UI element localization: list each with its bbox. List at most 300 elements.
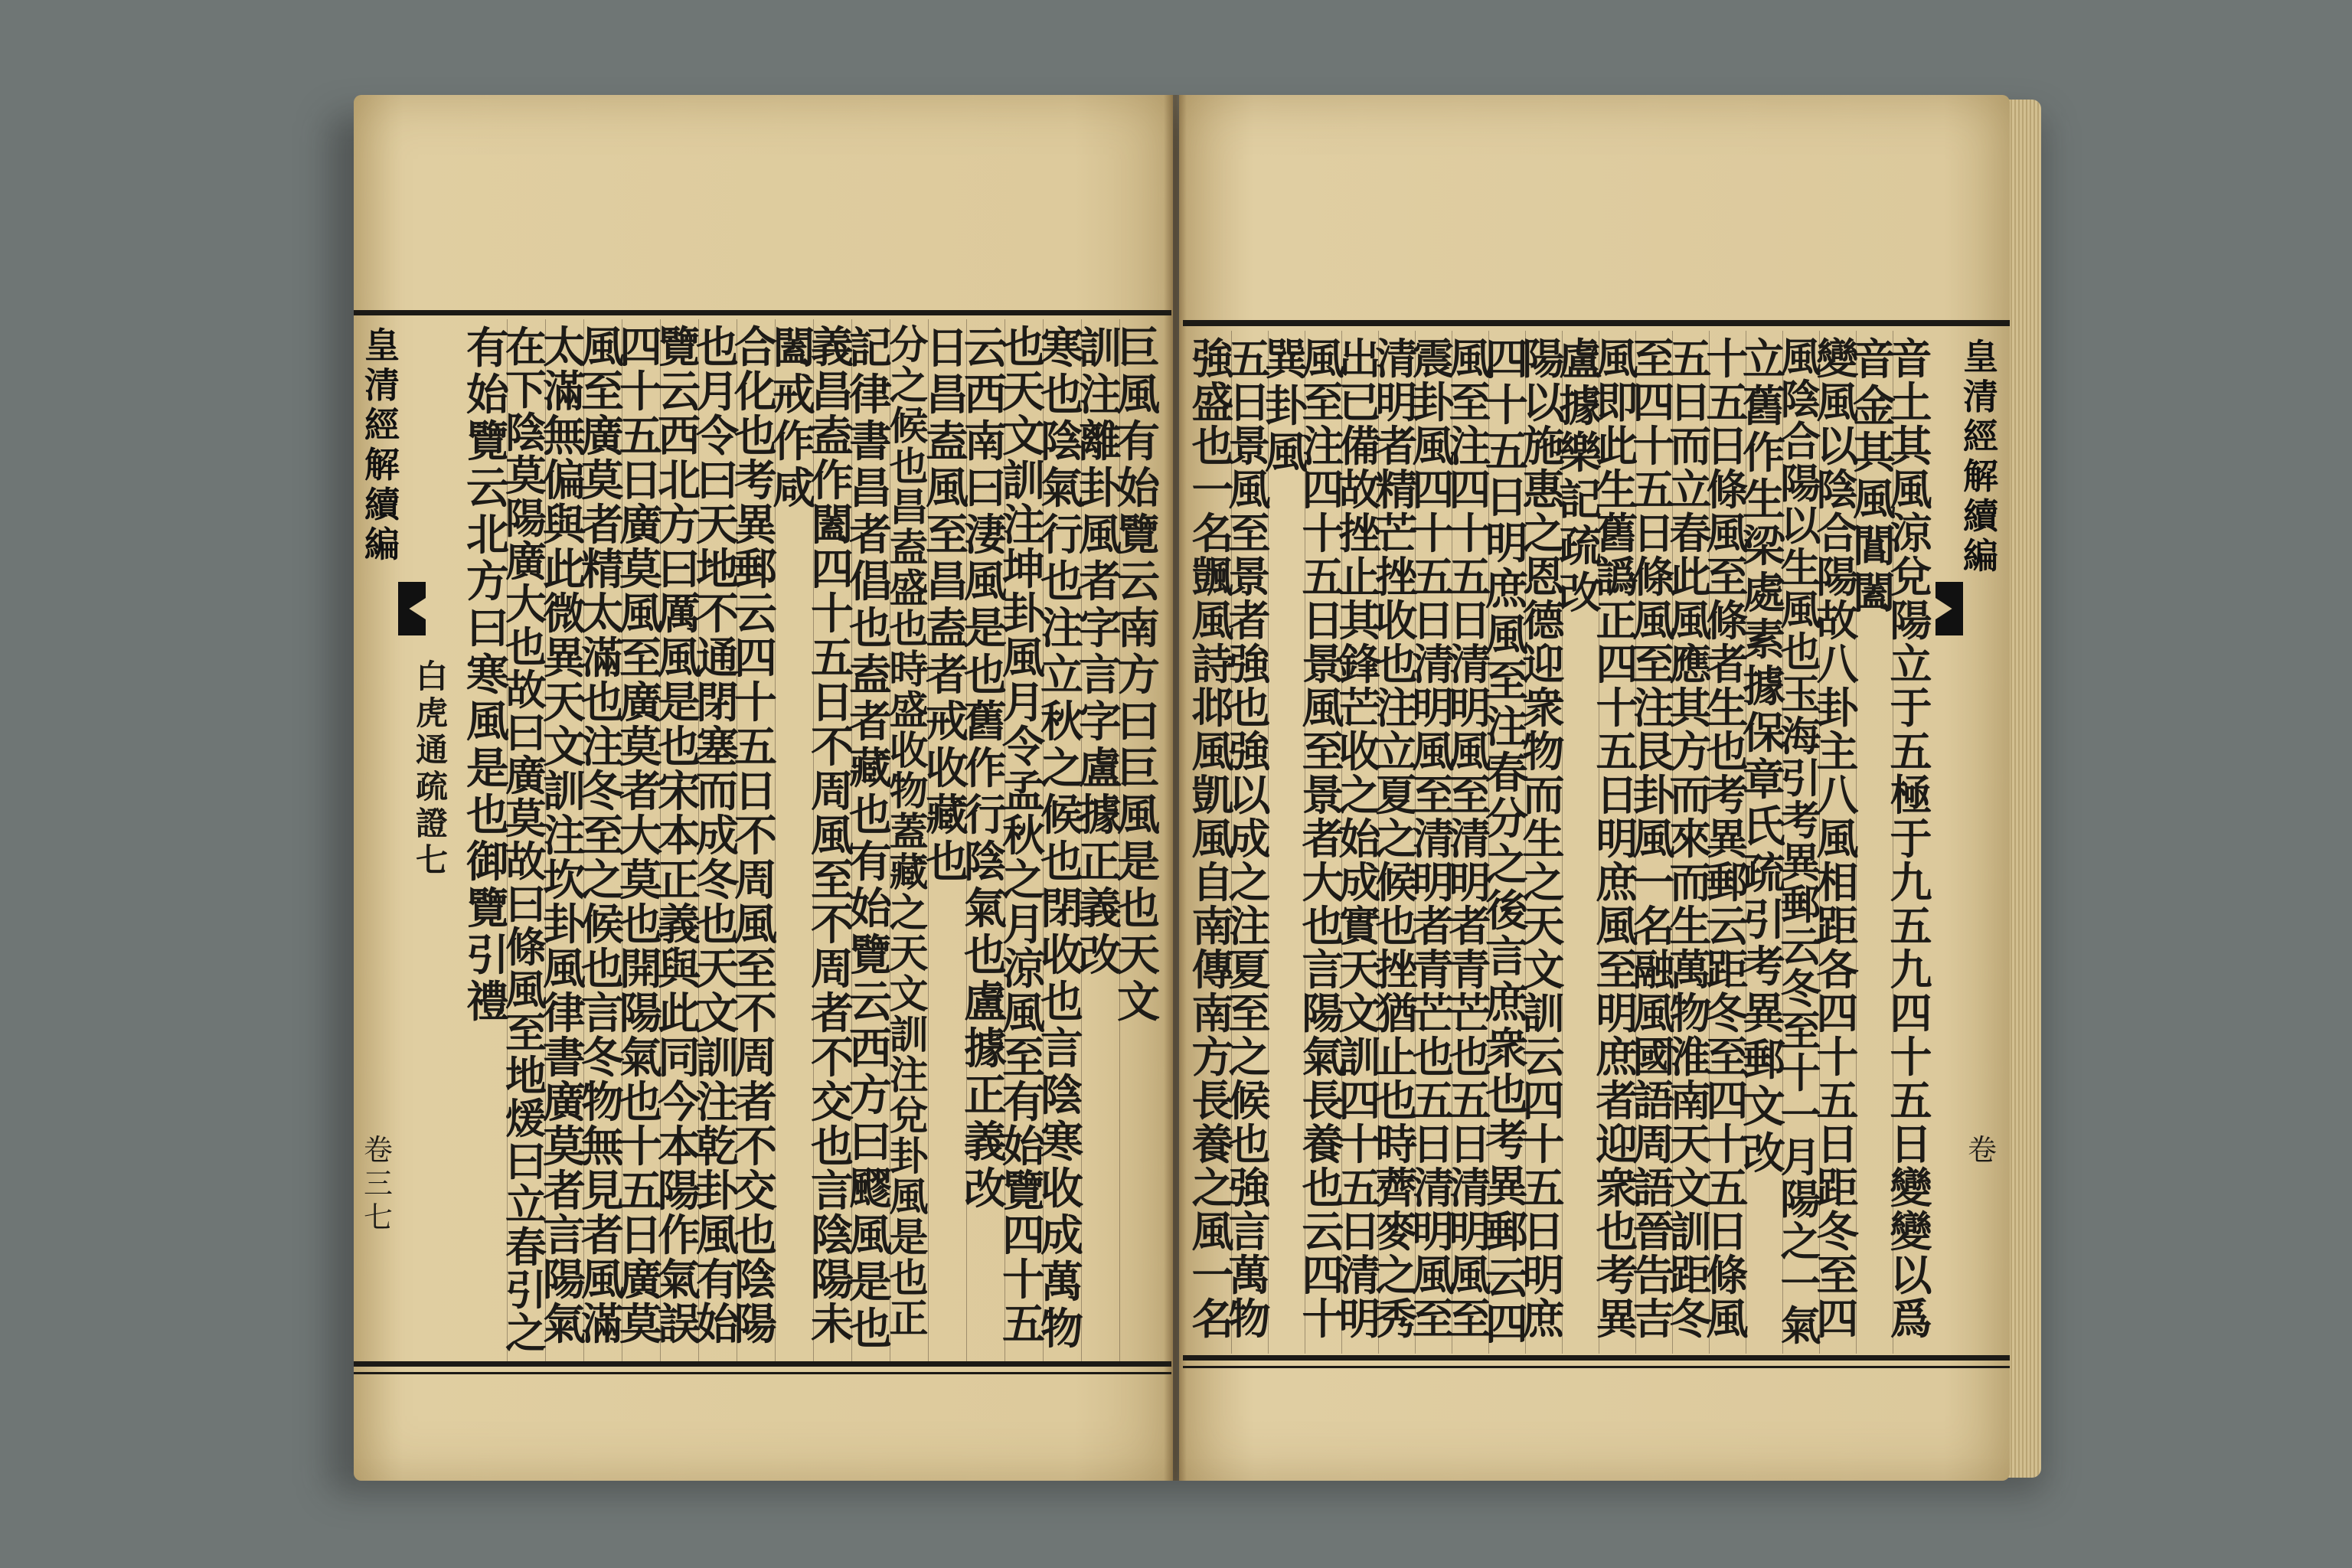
text-char: 至: [1780, 1008, 1821, 1055]
text-char: 盛: [889, 688, 929, 733]
text-char: 考: [1485, 1116, 1528, 1166]
text-char: 卦: [1079, 463, 1122, 514]
text-char: 盛: [889, 566, 929, 612]
text-char: 莫: [581, 456, 624, 506]
text-char: 芒: [1338, 683, 1381, 733]
text-char: 引: [466, 930, 509, 981]
text-char: 始: [696, 1299, 739, 1350]
text-char: 距: [1706, 945, 1749, 995]
text-char: 變: [1890, 1207, 1932, 1256]
text-char: 以: [1890, 1250, 1932, 1300]
text-char: 陰: [505, 408, 547, 457]
text-char: 飂: [849, 1164, 892, 1214]
right-page-column: [1743, 335, 1785, 1349]
text-char: 至: [581, 811, 624, 861]
text-char: 微: [543, 589, 586, 639]
text-char: 也: [1228, 683, 1271, 733]
right-page-column: [1522, 334, 1565, 1349]
text-char: 處: [1743, 568, 1785, 619]
text-char: 陰: [1040, 416, 1083, 467]
text-char: 注: [1449, 421, 1491, 471]
text-char: 明: [1449, 683, 1491, 733]
text-char: 氣: [619, 1033, 662, 1083]
text-char: 西: [964, 370, 1007, 420]
text-char: 是: [964, 603, 1007, 654]
text-char: 施: [1522, 421, 1565, 471]
text-char: 卦: [889, 1134, 929, 1180]
text-char: 十: [1890, 1032, 1932, 1082]
right-page-column: [1485, 335, 1528, 1350]
text-char: 異: [734, 500, 777, 550]
text-char: 一: [1191, 1250, 1234, 1300]
text-char: 五: [1706, 1163, 1749, 1213]
text-char: 極: [1890, 770, 1932, 820]
margin-char: 皇: [1963, 336, 1998, 377]
text-char: 舊: [1596, 508, 1638, 558]
text-char: 挫: [1375, 552, 1418, 602]
text-char: 五: [1449, 552, 1491, 602]
text-char: 行: [1040, 510, 1083, 560]
text-char: 惠: [1522, 465, 1565, 514]
text-char: 煖: [505, 1094, 547, 1143]
text-char: 方: [1191, 1032, 1234, 1082]
text-char: 也: [889, 444, 929, 490]
text-char: 御: [466, 837, 509, 887]
text-char: 塞: [696, 722, 739, 773]
text-char: 不: [811, 900, 854, 950]
text-char: 涼: [1890, 508, 1932, 558]
text-char: 相: [1816, 858, 1859, 907]
text-char: 日: [1485, 472, 1528, 523]
text-char: 以: [1816, 421, 1859, 471]
text-char: 周: [811, 944, 854, 995]
left-page-column: [849, 323, 892, 1357]
text-char: 文: [696, 988, 739, 1039]
text-char: 春: [1669, 508, 1712, 558]
text-char: 日: [1302, 596, 1344, 645]
text-char: 也: [696, 900, 739, 950]
text-char: 立: [1375, 727, 1418, 776]
text-char: 太: [543, 322, 586, 373]
text-char: 風: [1265, 428, 1308, 479]
text-char: 五: [1669, 334, 1712, 384]
text-char: 始: [1117, 463, 1160, 514]
right-page-column: [1375, 334, 1418, 1349]
text-char: 云: [658, 367, 701, 417]
text-char: 挫: [1375, 945, 1418, 995]
text-char: 冬: [1816, 1207, 1859, 1256]
text-char: 四: [1890, 988, 1932, 1038]
text-char: 考: [1743, 942, 1785, 992]
text-char: 異: [1706, 814, 1749, 864]
text-char: 曰: [466, 603, 509, 654]
text-char: 風: [1449, 1250, 1491, 1300]
text-char: 者: [543, 1166, 586, 1217]
text-char: 滿: [581, 1299, 624, 1350]
text-char: 南: [1117, 603, 1160, 654]
text-char: 止: [1338, 552, 1381, 602]
text-char: 陽: [1780, 1176, 1821, 1223]
text-char: 候: [1375, 858, 1418, 907]
text-char: 止: [1375, 1032, 1418, 1082]
text-char: 四: [1816, 988, 1859, 1038]
text-char: 莫: [543, 1122, 586, 1172]
text-char: 五: [811, 633, 854, 684]
margin-char: 解: [364, 444, 400, 485]
left-bottom-rule-thin: [354, 1372, 1171, 1374]
text-char: 明: [1449, 1207, 1491, 1256]
text-char: 氣: [658, 1255, 701, 1305]
text-char: 至: [1412, 1294, 1455, 1344]
text-char: 春: [1485, 748, 1528, 799]
text-char: 成: [1040, 1210, 1083, 1261]
text-char: 風: [1228, 465, 1271, 514]
text-char: 陽: [1302, 988, 1344, 1038]
text-char: 四: [1706, 1076, 1749, 1125]
text-char: 郵: [1706, 858, 1749, 907]
right-page-column: [1816, 334, 1859, 1349]
text-char: 音: [1890, 334, 1932, 384]
text-char: 吉: [1632, 1294, 1675, 1344]
text-char: 日: [619, 456, 662, 506]
text-char: 清: [1449, 1163, 1491, 1213]
text-char: 十: [1412, 508, 1455, 558]
left-page-column: [581, 322, 624, 1357]
text-char: 養: [1302, 1119, 1344, 1169]
text-char: 衆: [1485, 1024, 1528, 1074]
right-page-column: [1669, 334, 1712, 1349]
text-char: 明: [1485, 518, 1528, 569]
text-char: 八: [1816, 639, 1859, 689]
text-char: 異: [1596, 1294, 1638, 1344]
text-char: 曰: [505, 708, 547, 757]
text-char: 風: [1816, 377, 1859, 427]
text-char: 也: [811, 1122, 854, 1172]
text-char: 不: [734, 1122, 777, 1172]
text-char: 咸: [773, 463, 815, 514]
text-char: 者: [581, 500, 624, 550]
text-char: 卦: [1632, 770, 1675, 820]
text-char: 融: [1632, 945, 1675, 995]
right-page-column: [1596, 334, 1638, 1349]
left-page-column: [696, 322, 739, 1357]
text-char: 正: [658, 855, 701, 906]
left-page-column: [1002, 322, 1045, 1357]
text-char: 行: [964, 790, 1007, 841]
text-char: 下: [505, 365, 547, 414]
text-char: 之: [1485, 840, 1528, 890]
text-char: 語: [1632, 1163, 1675, 1213]
text-char: 芒: [1375, 508, 1418, 558]
text-char: 五: [619, 1166, 662, 1217]
text-char: 主: [1816, 727, 1859, 776]
text-char: 風: [811, 811, 854, 861]
text-char: 精: [1375, 465, 1418, 514]
text-char: 是: [658, 678, 701, 728]
text-char: 月: [1780, 1134, 1821, 1181]
text-char: 邶: [1191, 683, 1234, 733]
text-char: 冬: [1706, 988, 1749, 1038]
text-char: 也: [1780, 629, 1821, 676]
text-char: 于: [1890, 814, 1932, 864]
text-char: 庶: [1485, 564, 1528, 615]
text-char: 戒: [773, 370, 815, 420]
text-char: 卦: [1002, 589, 1045, 639]
right-page-column: [1559, 335, 1602, 1349]
text-char: 明: [1596, 988, 1638, 1038]
text-char: 各: [1816, 945, 1859, 995]
text-char: 訓: [1338, 1032, 1381, 1082]
text-char: 作: [811, 456, 854, 506]
text-char: 是: [849, 1257, 892, 1308]
text-char: 景: [1302, 770, 1344, 820]
margin-char: 七: [415, 841, 448, 879]
margin-char: 經: [364, 404, 400, 446]
text-char: 覽: [658, 322, 701, 373]
text-char: 也: [889, 606, 929, 652]
text-char: 字: [1079, 603, 1122, 654]
text-char: 青: [1449, 945, 1491, 995]
text-char: 引: [1743, 895, 1785, 946]
text-char: 陽: [543, 1255, 586, 1305]
text-char: 日: [1412, 596, 1455, 645]
right-page-column: [1302, 334, 1344, 1349]
text-char: 注: [1485, 702, 1528, 753]
text-char: 立: [1743, 335, 1785, 385]
text-char: 十: [1002, 1255, 1045, 1305]
text-char: 冬: [581, 766, 624, 817]
text-char: 風: [1191, 727, 1234, 776]
text-char: 景: [1228, 552, 1271, 602]
text-char: 風: [1191, 814, 1234, 864]
text-char: 九: [1890, 858, 1932, 907]
text-char: 注: [889, 1053, 929, 1099]
text-char: 至: [1632, 334, 1675, 384]
text-char: 氣: [964, 884, 1007, 934]
text-char: 強: [1228, 727, 1271, 776]
text-char: 言: [1040, 1024, 1083, 1074]
text-char: 也: [926, 837, 969, 887]
text-char: 至: [1228, 988, 1271, 1038]
text-char: 作: [964, 743, 1007, 794]
margin-char: 虎: [415, 694, 448, 732]
text-char: 之: [889, 890, 929, 936]
left-page-column: [505, 322, 547, 1357]
right-page-column: [1890, 334, 1932, 1349]
text-char: 蓋: [889, 809, 929, 855]
text-char: 周: [734, 855, 777, 906]
text-char: 明: [1338, 1294, 1381, 1344]
text-char: 離: [1079, 416, 1122, 467]
text-char: 五: [1816, 1076, 1859, 1125]
text-char: 四: [1002, 1210, 1045, 1261]
text-char: 也: [619, 1077, 662, 1128]
text-char: 考: [1706, 770, 1749, 820]
text-char: 宋: [658, 766, 701, 817]
text-char: 風: [543, 944, 586, 995]
text-char: 者: [926, 650, 969, 701]
text-char: 譌: [1596, 552, 1638, 602]
text-char: 以: [1780, 502, 1821, 550]
text-char: 律: [543, 988, 586, 1039]
text-char: 風: [1449, 727, 1491, 776]
text-char: 樂: [1559, 428, 1602, 479]
right-page-column: [1780, 334, 1821, 1350]
text-char: 合: [1780, 418, 1821, 466]
text-char: 清: [1375, 334, 1418, 384]
text-char: 昌: [926, 370, 969, 420]
text-char: 四: [1596, 639, 1638, 689]
text-char: 曰: [505, 1137, 547, 1186]
text-char: 至: [1485, 656, 1528, 707]
text-char: 風: [1117, 790, 1160, 841]
text-char: 盍: [926, 603, 969, 654]
text-char: 者: [1449, 901, 1491, 951]
text-char: 之: [1002, 855, 1045, 906]
text-char: 秋: [1040, 697, 1083, 747]
book-gutter: [1164, 95, 1187, 1481]
text-char: 莫: [505, 794, 547, 843]
text-char: 風: [1302, 683, 1344, 733]
text-char: 風: [1002, 988, 1045, 1039]
text-char: 日: [1816, 1119, 1859, 1169]
text-char: 語: [1632, 1076, 1675, 1125]
text-char: 冬: [696, 855, 739, 906]
text-char: 風: [1632, 596, 1675, 645]
text-char: 爲: [1890, 1294, 1932, 1344]
left-page-column: [1117, 323, 1160, 1357]
text-char: 明: [1596, 814, 1638, 864]
text-char: 之: [1522, 858, 1565, 907]
text-char: 是: [466, 743, 509, 794]
text-char: 候: [1228, 1076, 1271, 1125]
text-char: 十: [734, 678, 777, 728]
text-char: 成: [1338, 858, 1381, 907]
text-char: 云: [849, 977, 892, 1027]
text-char: 之: [581, 855, 624, 906]
text-char: 而: [696, 766, 739, 817]
text-char: 日: [1412, 1119, 1455, 1169]
left-margin-subtitle: [413, 658, 450, 879]
text-char: 十: [1302, 1294, 1344, 1344]
margin-char: 解: [1963, 456, 1998, 497]
text-char: 云: [1522, 1032, 1565, 1082]
text-char: 覽: [1002, 1166, 1045, 1217]
text-char: 庶: [1522, 1294, 1565, 1344]
text-char: 傳: [1191, 945, 1234, 995]
text-char: 薺: [1375, 1163, 1418, 1213]
text-char: 五: [1485, 426, 1528, 477]
text-char: 條: [1706, 596, 1749, 645]
text-char: 氣: [1302, 1032, 1344, 1082]
text-char: 廣: [543, 1077, 586, 1128]
text-char: 至: [1632, 639, 1675, 689]
text-char: 至: [1449, 770, 1491, 820]
text-char: 秋: [1002, 811, 1045, 861]
text-char: 南: [964, 416, 1007, 467]
text-char: 卦: [543, 900, 586, 950]
text-char: 猶: [1375, 988, 1418, 1038]
text-char: 曰: [964, 463, 1007, 514]
text-char: 盛: [1191, 377, 1234, 427]
text-char: 五: [734, 722, 777, 773]
text-char: 大: [619, 811, 662, 861]
text-char: 也: [1375, 901, 1418, 951]
text-char: 異: [1485, 1161, 1528, 1212]
text-char: 至: [1816, 1250, 1859, 1300]
text-char: 風: [658, 633, 701, 684]
text-char: 也: [1040, 837, 1083, 887]
text-char: 莫: [619, 1299, 662, 1350]
text-char: 也: [1040, 370, 1083, 420]
text-char: 闔: [773, 323, 815, 374]
text-char: 日: [1338, 1207, 1381, 1256]
text-char: 夏: [1228, 945, 1271, 995]
text-char: 明: [1412, 1207, 1455, 1256]
text-char: 月: [1002, 900, 1045, 950]
text-char: 注: [543, 811, 586, 861]
text-char: 風: [1485, 610, 1528, 661]
margin-char: 續: [1963, 495, 1998, 537]
text-char: 之: [1780, 1218, 1821, 1266]
text-char: 北: [466, 510, 509, 560]
text-char: 也: [466, 790, 509, 841]
text-char: 至: [1706, 1032, 1749, 1082]
text-char: 也: [1002, 322, 1045, 373]
text-char: 云: [466, 463, 509, 514]
text-char: 迎: [1596, 1119, 1638, 1169]
text-char: 也: [889, 1256, 929, 1302]
left-top-rule: [354, 310, 1171, 315]
text-char: 合: [1816, 508, 1859, 558]
text-char: 異: [1780, 839, 1821, 887]
text-char: 風: [1853, 475, 1896, 525]
text-char: 物: [1040, 1304, 1083, 1354]
text-char: 五: [1890, 1076, 1932, 1125]
text-char: 生: [1780, 544, 1821, 592]
text-char: 十: [1706, 1119, 1749, 1169]
text-char: 四: [1485, 335, 1528, 385]
text-char: 氣: [1040, 463, 1083, 514]
text-char: 云: [1780, 923, 1821, 971]
text-char: 文: [543, 722, 586, 773]
text-char: 月: [1002, 678, 1045, 728]
text-char: 風: [1412, 727, 1455, 776]
text-char: 土: [1890, 377, 1932, 427]
text-char: 日: [1449, 596, 1491, 645]
text-char: 立: [505, 1180, 547, 1229]
text-char: 周: [734, 1033, 777, 1083]
text-char: 盧: [1559, 335, 1602, 385]
right-page-column: [1706, 334, 1749, 1349]
text-char: 滿: [581, 633, 624, 684]
text-char: 方: [658, 500, 701, 550]
text-char: 陰: [964, 837, 1007, 887]
text-char: 迎: [1522, 639, 1565, 689]
text-char: 風: [1669, 596, 1712, 645]
text-char: 訓: [1079, 323, 1122, 374]
text-char: 者: [1228, 596, 1271, 645]
text-char: 五: [1632, 465, 1675, 514]
text-char: 也: [581, 678, 624, 728]
text-char: 正: [1079, 837, 1122, 887]
text-char: 禮: [466, 977, 509, 1027]
text-char: 日: [1596, 770, 1638, 820]
text-char: 曰: [1117, 697, 1160, 747]
text-char: 天: [696, 500, 739, 550]
text-char: 生: [1596, 465, 1638, 514]
text-char: 文: [1669, 1163, 1712, 1213]
